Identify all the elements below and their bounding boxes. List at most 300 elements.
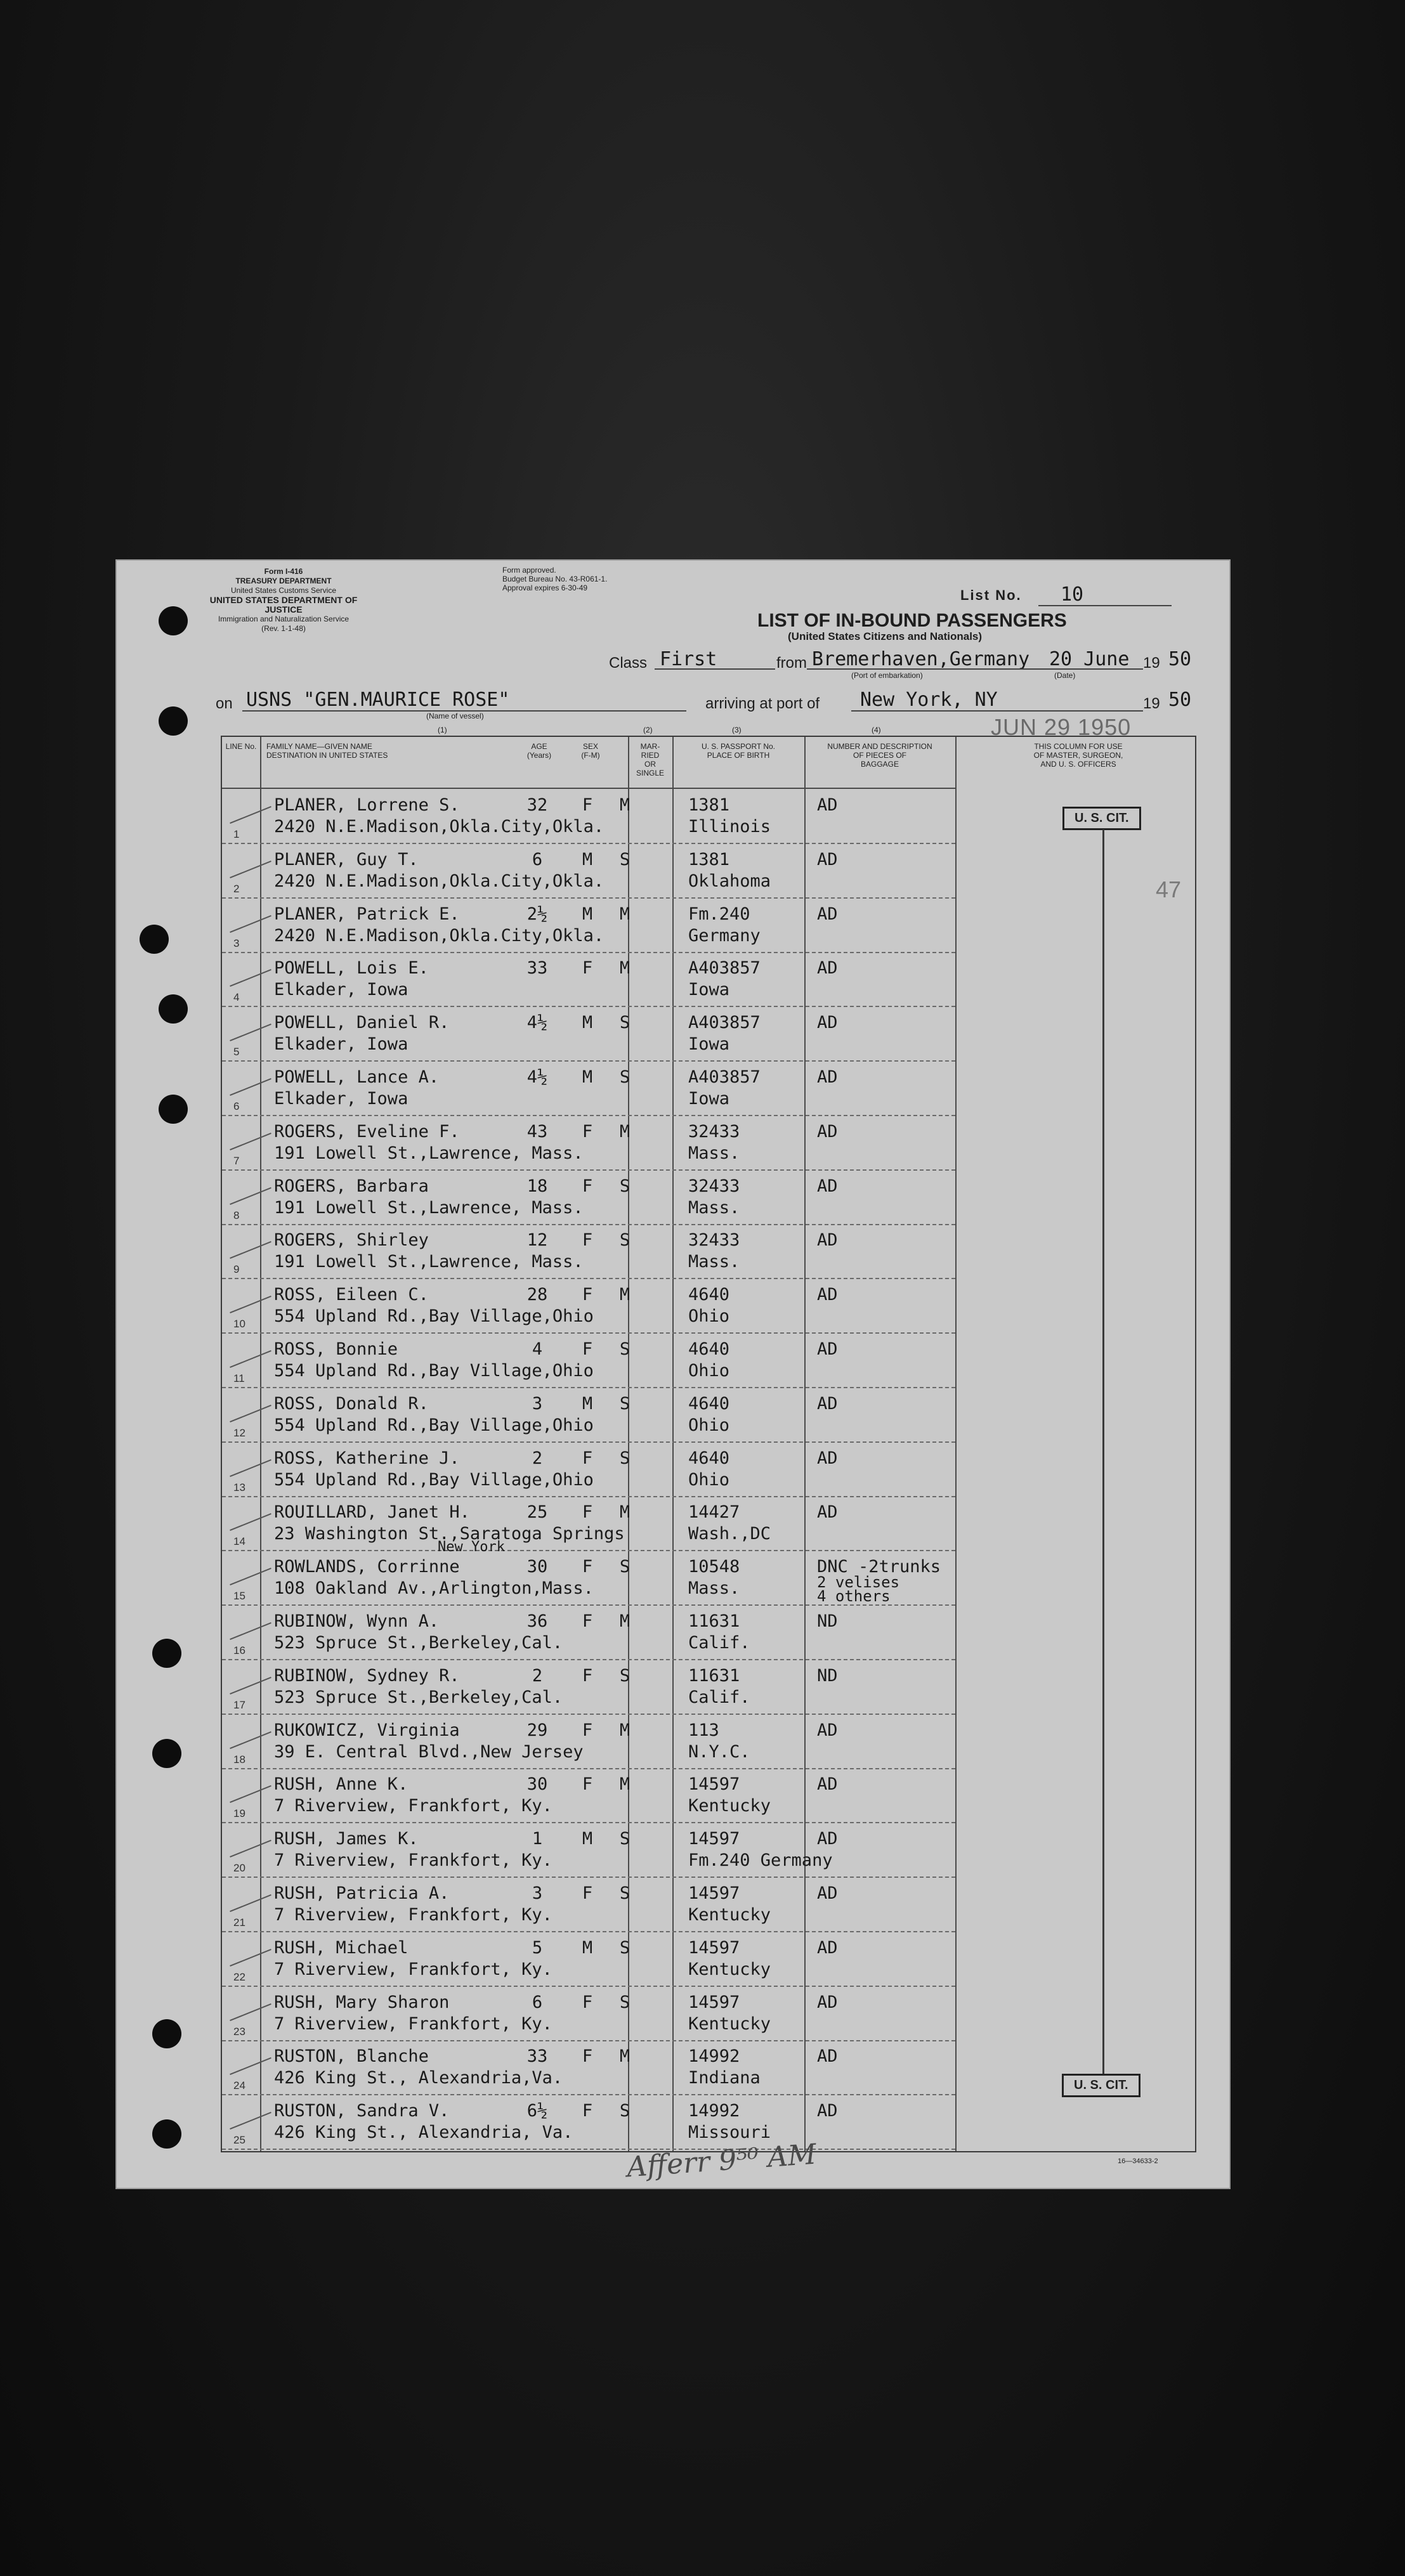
printing-code: 16—34633-2 [1118, 2157, 1158, 2165]
passenger-sex: M [582, 1067, 593, 1087]
place-of-birth: N.Y.C. [688, 1741, 750, 1762]
baggage-description: AD [817, 1829, 838, 1849]
arrival-year-prefix: 19 [1143, 695, 1160, 712]
place-of-birth: Mass. [688, 1197, 740, 1218]
check-mark [230, 1785, 271, 1803]
passport-number: A403857 [688, 1067, 761, 1087]
destination-address: 7 Riverview, Frankfort, Ky. [274, 1851, 552, 1871]
passport-number: 1381 [688, 849, 730, 869]
baggage-description: AD [817, 2101, 838, 2121]
passenger-sex: F [582, 1121, 593, 1142]
passport-number: 113 [688, 1720, 719, 1740]
check-mark [230, 915, 271, 933]
place-of-birth: Oklahoma [688, 871, 771, 891]
marital-status: S [619, 1067, 631, 1087]
passenger-name: RUSH, James K. [274, 1829, 419, 1849]
table-row [222, 952, 955, 1007]
destination-address: 554 Upland Rd.,Bay Village,Ohio [274, 1361, 594, 1381]
destination-address: 7 Riverview, Frankfort, Ky. [274, 1796, 552, 1816]
passenger-name: ROSS, Donald R. [274, 1393, 429, 1414]
check-mark [230, 2003, 271, 2021]
check-mark [230, 1024, 271, 1041]
place-of-birth: Mass. [688, 1143, 740, 1163]
list-number: 10 [1061, 583, 1084, 606]
passenger-name: ROGERS, Barbara [274, 1176, 429, 1196]
passenger-age: 2 [532, 1448, 543, 1468]
marital-status: M [619, 1502, 631, 1523]
passenger-name: PLANER, Guy T. [274, 849, 419, 869]
place-of-birth: Germany [688, 925, 761, 946]
passenger-name: ROWLANDS, Corrinne [274, 1557, 460, 1577]
marital-status: S [619, 1883, 631, 1903]
place-of-birth: Calif. [688, 1633, 750, 1653]
destination-address: 426 King St., Alexandria, Va. [274, 2123, 573, 2143]
table-row [222, 1823, 955, 1878]
passenger-sex: F [582, 1176, 593, 1196]
marital-status: S [619, 1393, 631, 1414]
col-head-passport: U. S. PASSPORT No. PLACE OF BIRTH [701, 742, 776, 760]
destination-address: Elkader, Iowa [274, 1034, 408, 1055]
check-mark [230, 1622, 271, 1640]
destination-address: 23 Washington St.,Saratoga Springs [274, 1524, 625, 1544]
line-number: 2 [233, 882, 240, 895]
table-row [222, 1388, 955, 1443]
col-head-age: AGE (Years) [526, 742, 552, 760]
passport-number: 14992 [688, 2101, 740, 2121]
baggage-description: AD [817, 1393, 838, 1414]
passport-number: 14992 [688, 2046, 740, 2067]
line-number: 14 [233, 1535, 245, 1548]
marital-status: S [619, 1013, 631, 1033]
baggage-description: AD [817, 1339, 838, 1359]
table-row [222, 1224, 955, 1279]
us-cit-stamp-bottom: U. S. CIT. [1062, 2074, 1140, 2097]
line-number: 10 [233, 1318, 245, 1330]
from-label: from [776, 654, 807, 672]
marital-status: S [619, 1829, 631, 1849]
marital-status: M [619, 1285, 631, 1305]
place-of-birth: Iowa [688, 1089, 730, 1109]
check-mark [230, 1459, 271, 1477]
baggage-description: AD [817, 1937, 838, 1958]
passenger-sex: M [582, 904, 593, 924]
passenger-name: RUSH, Patricia A. [274, 1883, 450, 1903]
arrival-port: New York, NY [860, 689, 998, 711]
table-row [222, 1442, 955, 1497]
approval-line-2: Budget Bureau No. 43-R061-1. [502, 575, 608, 583]
destination-address: 7 Riverview, Frankfort, Ky. [274, 1905, 552, 1925]
table-row [222, 1333, 955, 1388]
passenger-age: 5 [532, 1937, 543, 1958]
passenger-age: 33 [526, 2046, 548, 2067]
table-row [222, 1170, 955, 1225]
destination-address-continued: New York [438, 1539, 505, 1556]
passenger-sex: F [582, 2046, 593, 2067]
place-of-birth: Indiana [688, 2068, 761, 2088]
dept-treasury-sub: United States Customs Service [230, 586, 337, 595]
passenger-sex: F [582, 958, 593, 979]
passenger-sex: F [582, 2101, 593, 2121]
passenger-sex: M [582, 1013, 593, 1033]
line-number: 21 [233, 1916, 245, 1929]
table-row [222, 1116, 955, 1171]
place-of-birth: Ohio [688, 1361, 730, 1381]
destination-address: 191 Lowell St.,Lawrence, Mass. [274, 1252, 584, 1272]
destination-address: 108 Oakland Av.,Arlington,Mass. [274, 1578, 594, 1599]
table-row [222, 1278, 955, 1334]
baggage-description: AD [817, 795, 838, 815]
marital-status: M [619, 958, 631, 979]
col-number-4: (4) [872, 725, 881, 734]
destination-address: 554 Upland Rd.,Bay Village,Ohio [274, 1469, 594, 1490]
passport-number: 4640 [688, 1448, 730, 1468]
passenger-age: 25 [526, 1502, 548, 1523]
check-mark [230, 1241, 271, 1259]
passenger-sex: F [582, 1665, 593, 1686]
check-mark [230, 861, 271, 878]
line-number: 19 [233, 1807, 245, 1820]
passenger-age: 4 [532, 1339, 543, 1359]
line-number: 18 [233, 1753, 245, 1766]
table-row [222, 1061, 955, 1116]
passport-number: 14597 [688, 1829, 740, 1849]
table-row [222, 1986, 955, 2041]
table-row [222, 789, 955, 844]
dept-treasury: TREASURY DEPARTMENT [235, 576, 332, 585]
place-of-birth: Illinois [688, 817, 771, 836]
destination-address: 2420 N.E.Madison,Okla.City,Okla. [274, 925, 604, 946]
marital-status: M [619, 1720, 631, 1740]
arrival-underline [851, 710, 1143, 712]
passenger-age: 6½ [526, 2101, 548, 2121]
passport-number: A403857 [688, 958, 761, 979]
passenger-age: 33 [526, 958, 548, 979]
passenger-sex: F [582, 1502, 593, 1523]
us-cit-stamp-top: U. S. CIT. [1062, 807, 1141, 830]
passport-number: 11631 [688, 1611, 740, 1631]
col-head-officers: THIS COLUMN FOR USE OF MASTER, SURGEON, AND U. S. OFFICERS [1033, 742, 1123, 769]
class-value: First [660, 648, 717, 670]
passport-number: 10548 [688, 1557, 740, 1577]
line-number: 7 [233, 1154, 240, 1167]
officer-bracket-line [1102, 829, 1104, 2074]
page-number: 47 [1156, 876, 1182, 902]
marital-status: M [619, 904, 631, 924]
line-number: 3 [233, 937, 240, 949]
baggage-description: ND [817, 1611, 838, 1631]
line-number: 8 [233, 1209, 240, 1221]
passport-number: 32433 [688, 1176, 740, 1196]
col-number-3: (3) [732, 725, 742, 734]
destination-address: 523 Spruce St.,Berkeley,Cal. [274, 1633, 563, 1653]
passenger-sex: F [582, 1992, 593, 2012]
place-of-birth: Iowa [688, 980, 730, 1000]
col-divider [955, 737, 957, 2151]
passenger-sex: F [582, 1720, 593, 1740]
marital-status: S [619, 1339, 631, 1359]
marital-status: S [619, 1448, 631, 1468]
destination-address: Elkader, Iowa [274, 1089, 408, 1109]
passenger-name: ROGERS, Eveline F. [274, 1121, 460, 1142]
baggage-description: AD [817, 1502, 838, 1523]
passenger-sex: F [582, 1557, 593, 1577]
destination-address: 191 Lowell St.,Lawrence, Mass. [274, 1143, 584, 1163]
baggage-description: AD [817, 1285, 838, 1305]
table-row [222, 2095, 955, 2150]
line-number: 1 [233, 828, 240, 840]
passenger-name: PLANER, Patrick E. [274, 904, 460, 924]
baggage-description: AD [817, 1774, 838, 1795]
line-number: 25 [233, 2134, 245, 2147]
arriving-label: arriving at port of [705, 695, 820, 712]
place-of-birth: Kentucky [688, 1796, 771, 1816]
revision: (Rev. 1-1-48) [261, 624, 306, 633]
passenger-age: 43 [526, 1121, 548, 1142]
passenger-name: ROGERS, Shirley [274, 1230, 429, 1251]
passenger-name: RUBINOW, Wynn A. [274, 1611, 440, 1631]
form-number: Form I-416 [264, 567, 303, 576]
check-mark [230, 806, 271, 824]
col-head-married: MAR- RIED OR SINGLE [636, 742, 664, 777]
passport-number: 14597 [688, 1774, 740, 1795]
binder-hole [159, 1095, 188, 1124]
passenger-sex: M [582, 1393, 593, 1414]
passenger-name: ROSS, Katherine J. [274, 1448, 460, 1468]
marital-status: S [619, 1557, 631, 1577]
passport-number: A403857 [688, 1013, 761, 1033]
on-label: on [216, 695, 233, 712]
line-number: 22 [233, 1970, 245, 1983]
table-row [222, 1551, 955, 1606]
marital-status: M [619, 795, 631, 815]
passenger-age: 1 [532, 1829, 543, 1849]
marital-status: M [619, 1774, 631, 1795]
table-row [222, 1768, 955, 1823]
place-of-birth: Mass. [688, 1578, 740, 1599]
check-mark [230, 1350, 271, 1368]
passenger-name: ROSS, Bonnie [274, 1339, 398, 1359]
baggage-description: AD [817, 1883, 838, 1903]
list-number-label: List No. [960, 587, 1022, 603]
passenger-age: 2½ [526, 904, 548, 924]
marital-status: M [619, 2046, 631, 2067]
passenger-name: RUSTON, Blanche [274, 2046, 429, 2067]
passenger-name: ROSS, Eileen C. [274, 1285, 429, 1305]
year-prefix: 19 [1143, 654, 1160, 672]
check-mark [230, 1187, 271, 1205]
passenger-name: RUKOWICZ, Virginia [274, 1720, 460, 1740]
passport-number: 14597 [688, 1937, 740, 1958]
passenger-name: PLANER, Lorrene S. [274, 795, 460, 815]
line-number: 5 [233, 1046, 240, 1058]
passenger-age: 3 [532, 1883, 543, 1903]
approval-line-1: Form approved. [502, 566, 556, 575]
binder-hole [152, 1739, 181, 1768]
check-mark [230, 1949, 271, 1967]
table-row [222, 1605, 955, 1660]
binder-hole [140, 925, 169, 954]
marital-status: M [619, 1611, 631, 1631]
baggage-description: AD [817, 1230, 838, 1251]
check-mark [230, 2112, 271, 2130]
list-number-underline [1038, 605, 1172, 606]
line-number: 11 [233, 1372, 245, 1384]
passenger-sex: M [582, 1829, 593, 1849]
passenger-name: RUSH, Mary Sharon [274, 1992, 450, 2012]
baggage-description: AD [817, 958, 838, 979]
line-number: 13 [233, 1481, 245, 1493]
binder-hole [152, 1639, 181, 1668]
dept-justice: UNITED STATES DEPARTMENT OF JUSTICE [209, 595, 358, 615]
passport-number: 4640 [688, 1285, 730, 1305]
check-mark [230, 1078, 271, 1096]
passenger-name: RUSH, Michael [274, 1937, 408, 1958]
baggage-description: AD [817, 2046, 838, 2067]
date-caption: (Date) [1054, 671, 1076, 680]
passenger-age: 4½ [526, 1013, 548, 1033]
place-of-birth: Calif. [688, 1687, 750, 1707]
binder-hole [152, 2019, 181, 2048]
check-mark [230, 1405, 271, 1422]
passenger-age: 18 [526, 1176, 548, 1196]
passenger-name: POWELL, Lance A. [274, 1067, 440, 1087]
passenger-rows [222, 789, 955, 2150]
from-underline [807, 668, 1143, 670]
passenger-age: 30 [526, 1557, 548, 1577]
passenger-sex: F [582, 1230, 593, 1251]
destination-address: 2420 N.E.Madison,Okla.City,Okla. [274, 871, 604, 891]
table-row [222, 1660, 955, 1715]
place-of-birth: Kentucky [688, 2013, 771, 2034]
place-of-birth: Iowa [688, 1034, 730, 1055]
col-number-1: (1) [438, 725, 447, 734]
marital-status: S [619, 1230, 631, 1251]
passenger-list-form [115, 559, 1231, 2189]
passenger-name: RUSH, Anne K. [274, 1774, 408, 1795]
check-mark [230, 1677, 271, 1695]
place-of-birth: Ohio [688, 1415, 730, 1435]
dept-justice-sub: Immigration and Naturalization Service [218, 615, 350, 623]
passenger-sex: F [582, 1285, 593, 1305]
destination-address: 191 Lowell St.,Lawrence, Mass. [274, 1197, 584, 1218]
col-head-name: FAMILY NAME—GIVEN NAME DESTINATION IN UNITED STATES [266, 742, 388, 760]
passport-number: 4640 [688, 1339, 730, 1359]
binder-hole [159, 706, 188, 736]
passenger-sex: M [582, 1937, 593, 1958]
marital-status: S [619, 849, 631, 869]
line-number: 16 [233, 1644, 245, 1656]
arrival-year: 50 [1168, 689, 1192, 711]
destination-address: 7 Riverview, Frankfort, Ky. [274, 2013, 552, 2034]
passport-number: 14597 [688, 1992, 740, 2012]
line-number: 6 [233, 1100, 240, 1112]
passenger-age: 6 [532, 849, 543, 869]
baggage-description: ND [817, 1665, 838, 1686]
destination-address: 554 Upland Rd.,Bay Village,Ohio [274, 1306, 594, 1327]
line-number: 4 [233, 991, 240, 1004]
passport-number: 1381 [688, 795, 730, 815]
col-head-line: LINE No. [225, 742, 257, 751]
place-of-birth: Kentucky [688, 1905, 771, 1925]
place-of-birth: Fm.240 Germany [688, 1851, 833, 1871]
port-of-embarkation: Bremerhaven,Germany [812, 648, 1030, 670]
passenger-name: POWELL, Lois E. [274, 958, 429, 979]
table-row [222, 1932, 955, 1987]
baggage-description: AD [817, 1720, 838, 1740]
marital-status: S [619, 2101, 631, 2121]
binder-hole [152, 2119, 181, 2149]
marital-status: S [619, 1992, 631, 2012]
check-mark [230, 2057, 271, 2075]
line-number: 24 [233, 2079, 245, 2092]
passport-number: 11631 [688, 1665, 740, 1686]
passenger-age: 30 [526, 1774, 548, 1795]
place-of-birth: Mass. [688, 1252, 740, 1272]
passport-number: 14427 [688, 1502, 740, 1523]
place-of-birth: Ohio [688, 1469, 730, 1490]
baggage-description: AD [817, 904, 838, 924]
agency-block [211, 567, 356, 634]
vessel-caption: (Name of vessel) [426, 712, 484, 720]
place-of-birth: Kentucky [688, 1959, 771, 1979]
passenger-sex: F [582, 1611, 593, 1631]
table-row [222, 843, 955, 899]
destination-address: 426 King St., Alexandria,Va. [274, 2068, 563, 2088]
passenger-age: 12 [526, 1230, 548, 1251]
passenger-age: 29 [526, 1720, 548, 1740]
passenger-sex: F [582, 1774, 593, 1795]
marital-status: S [619, 1176, 631, 1196]
passport-number: 32433 [688, 1230, 740, 1251]
passport-number: 32433 [688, 1121, 740, 1142]
form-subtitle: (United States Citizens and Nationals) [788, 630, 983, 642]
baggage-description-continued: 4 others [817, 1587, 891, 1606]
passenger-name: RUSTON, Sandra V. [274, 2101, 450, 2121]
check-mark [230, 1568, 271, 1585]
col-head-baggage: NUMBER AND DESCRIPTION OF PIECES OF BAGGAGE [827, 742, 932, 769]
baggage-description: AD [817, 1992, 838, 2012]
passenger-name: POWELL, Daniel R. [274, 1013, 450, 1033]
binder-hole [159, 606, 188, 635]
destination-address: 39 E. Central Blvd.,New Jersey [274, 1741, 584, 1762]
line-number: 17 [233, 1698, 245, 1711]
passenger-sex: F [582, 1339, 593, 1359]
year-value: 50 [1168, 648, 1192, 670]
baggage-description: AD [817, 1176, 838, 1196]
check-mark [230, 1513, 271, 1531]
baggage-description: AD [817, 1013, 838, 1033]
passenger-age: 4½ [526, 1067, 548, 1087]
destination-address: 7 Riverview, Frankfort, Ky. [274, 1959, 552, 1979]
passenger-sex: F [582, 1883, 593, 1903]
place-of-birth: Wash.,DC [688, 1524, 771, 1544]
passenger-age: 36 [526, 1611, 548, 1631]
class-underline [655, 668, 775, 670]
line-number: 12 [233, 1426, 245, 1439]
check-mark [230, 1296, 271, 1313]
passenger-name: ROUILLARD, Janet H. [274, 1502, 470, 1523]
vessel-name: USNS "GEN.MAURICE ROSE" [246, 689, 510, 711]
passenger-age: 3 [532, 1393, 543, 1414]
approval-line-3: Approval expires 6-30-49 [502, 583, 588, 592]
passenger-sex: F [582, 795, 593, 815]
baggage-description: AD [817, 1121, 838, 1142]
check-mark [230, 1840, 271, 1857]
marital-status: M [619, 1121, 631, 1142]
baggage-description: AD [817, 1448, 838, 1468]
table-row [222, 1714, 955, 1769]
approval-block [502, 566, 607, 592]
